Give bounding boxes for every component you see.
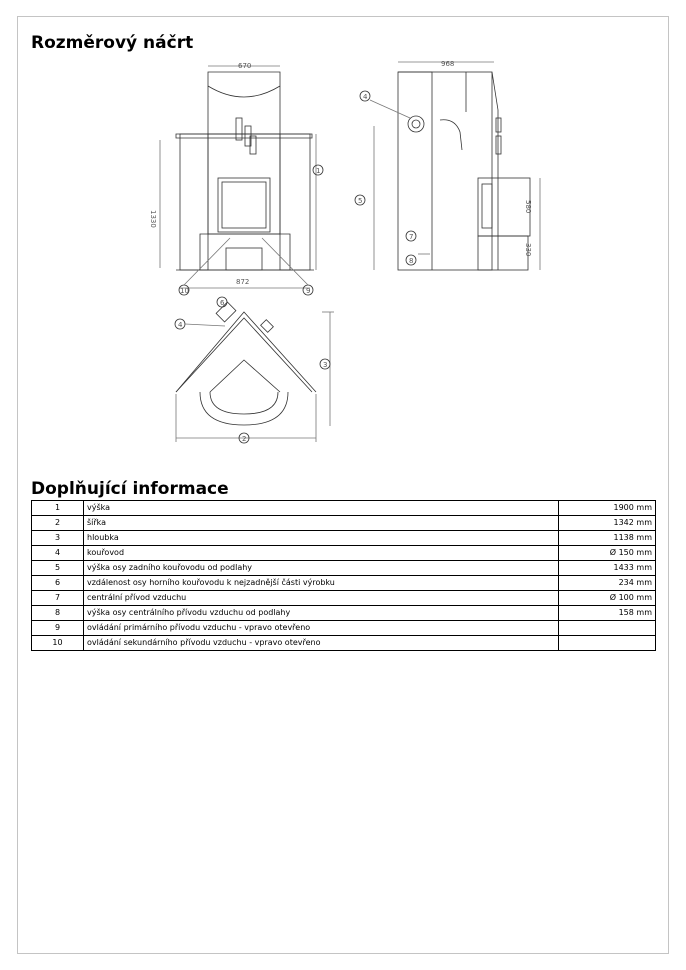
front-view <box>160 66 323 295</box>
row-value: 1900 mm <box>559 501 656 516</box>
row-value: 1342 mm <box>559 516 656 531</box>
table-row <box>32 501 656 516</box>
row-description: výška osy centrálního přívodu vzduchu od podlahy <box>84 606 559 621</box>
row-description: vzdálenost osy horního kouřovodu k nejzadnější části výrobku <box>84 576 559 591</box>
row-number: 10 <box>32 636 84 651</box>
marker-3: 3 <box>323 361 328 369</box>
row-value: 1138 mm <box>559 531 656 546</box>
section-title-info: Doplňující informace <box>31 479 229 499</box>
row-value: 234 mm <box>559 576 656 591</box>
table-row <box>32 621 656 636</box>
row-description: ovládání primárního přívodu vzduchu - vpravo otevřeno <box>84 621 559 636</box>
marker-4-side: 4 <box>363 93 368 101</box>
row-value <box>559 636 656 651</box>
row-description: výška osy zadního kouřovodu od podlahy <box>84 561 559 576</box>
top-view <box>175 297 334 443</box>
table-row <box>32 591 656 606</box>
marker-6: 6 <box>220 299 225 307</box>
row-description: hloubka <box>84 531 559 546</box>
row-number: 9 <box>32 621 84 636</box>
dim-label-580: 580 <box>524 200 532 214</box>
dim-label-330: 330 <box>524 243 532 257</box>
table-row <box>32 576 656 591</box>
table-row <box>32 546 656 561</box>
marker-9: 9 <box>306 287 311 295</box>
row-value: 1433 mm <box>559 561 656 576</box>
row-value: 158 mm <box>559 606 656 621</box>
table-row <box>32 531 656 546</box>
row-number: 3 <box>32 531 84 546</box>
marker-5: 5 <box>358 197 363 205</box>
row-number: 1 <box>32 501 84 516</box>
marker-10: 10 <box>180 287 189 295</box>
dim-label-872: 872 <box>236 278 250 286</box>
row-description: centrální přívod vzduchu <box>84 591 559 606</box>
row-number: 4 <box>32 546 84 561</box>
section-title-sketch: Rozměrový náčrt <box>31 33 194 53</box>
dim-label-670: 670 <box>238 62 252 70</box>
dim-label-1330: 1330 <box>149 210 157 228</box>
row-description: kouřovod <box>84 546 559 561</box>
row-description: ovládání sekundárního přívodu vzduchu - vpravo otevřeno <box>84 636 559 651</box>
table-row <box>32 636 656 651</box>
row-value <box>559 621 656 636</box>
side-view <box>355 62 540 270</box>
marker-2: 2 <box>242 435 247 443</box>
row-value: Ø 100 mm <box>559 591 656 606</box>
row-number: 6 <box>32 576 84 591</box>
table-row <box>32 606 656 621</box>
dimension-drawing <box>0 0 686 470</box>
row-description: šířka <box>84 516 559 531</box>
marker-8: 8 <box>409 257 414 265</box>
row-value: Ø 150 mm <box>559 546 656 561</box>
table-row <box>32 561 656 576</box>
row-number: 8 <box>32 606 84 621</box>
row-number: 2 <box>32 516 84 531</box>
info-table-body <box>32 501 656 651</box>
row-number: 7 <box>32 591 84 606</box>
row-description: výška <box>84 501 559 516</box>
marker-4-top: 4 <box>178 321 183 329</box>
dim-label-968: 968 <box>441 60 455 68</box>
marker-1: 1 <box>316 167 321 175</box>
info-table <box>31 500 656 651</box>
table-row <box>32 516 656 531</box>
marker-7: 7 <box>409 233 414 241</box>
row-number: 5 <box>32 561 84 576</box>
